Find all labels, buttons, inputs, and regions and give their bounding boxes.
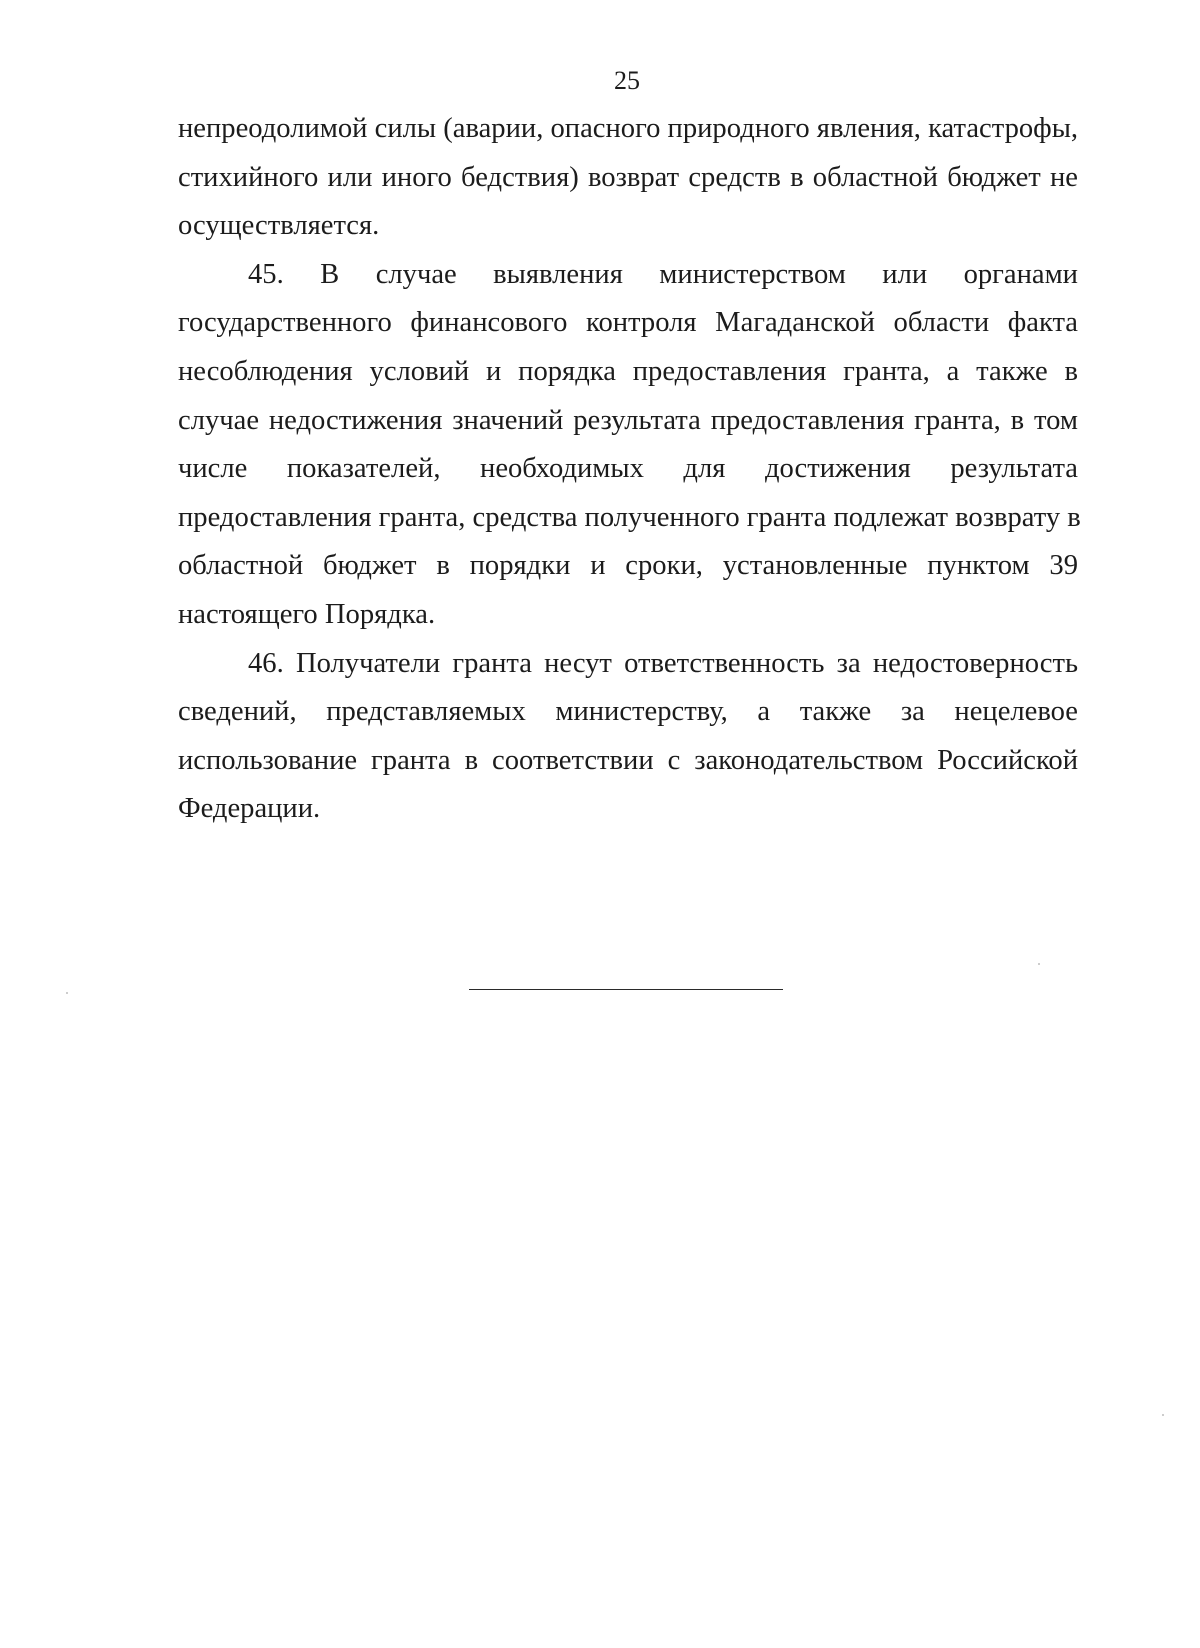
text-line: числе показателей, необходимых для достижения результата: [178, 453, 1078, 485]
scan-speck: [1038, 963, 1040, 965]
scan-speck: [1162, 1414, 1164, 1416]
text-line: областной бюджет в порядки и сроки, установленные пунктом 39: [178, 550, 1078, 582]
text-line: стихийного или иного бедствия) возврат средств в областной бюджет не: [178, 161, 1078, 193]
paragraph-item-46: [178, 640, 1078, 834]
text-line: Федерации.: [178, 793, 321, 825]
scan-speck: [66, 992, 68, 994]
end-divider: [469, 989, 783, 990]
text-line: 45. В случае выявления министерством или органами: [248, 258, 1078, 290]
text-line: непреодолимой силы (аварии, опасного природного явления, катастрофы,: [178, 113, 1079, 144]
text-line: осуществляется.: [178, 210, 380, 242]
text-line: настоящего Порядка.: [178, 598, 436, 630]
text-line: случае недостижения значений результата предоставления гранта, в том: [178, 404, 1078, 436]
text-line: использование гранта в соответствии с законодательством Российской: [178, 744, 1078, 776]
text-line: несоблюдения условий и порядка предоставления гранта, а также в: [178, 355, 1078, 387]
paragraph-continuation: [178, 105, 1078, 251]
text-line: 46. Получатели гранта несут ответственность за недостоверность: [248, 647, 1078, 679]
paragraph-item-45: [178, 251, 1081, 640]
text-line: предоставления гранта, средства полученного гранта подлежат возврату в: [178, 501, 1081, 533]
document-body: [178, 105, 1081, 834]
text-line: государственного финансового контроля Магаданской области факта: [178, 307, 1078, 339]
page-number: 25: [614, 66, 640, 95]
text-line: сведений, представляемых министерству, а также за нецелевое: [178, 696, 1078, 728]
